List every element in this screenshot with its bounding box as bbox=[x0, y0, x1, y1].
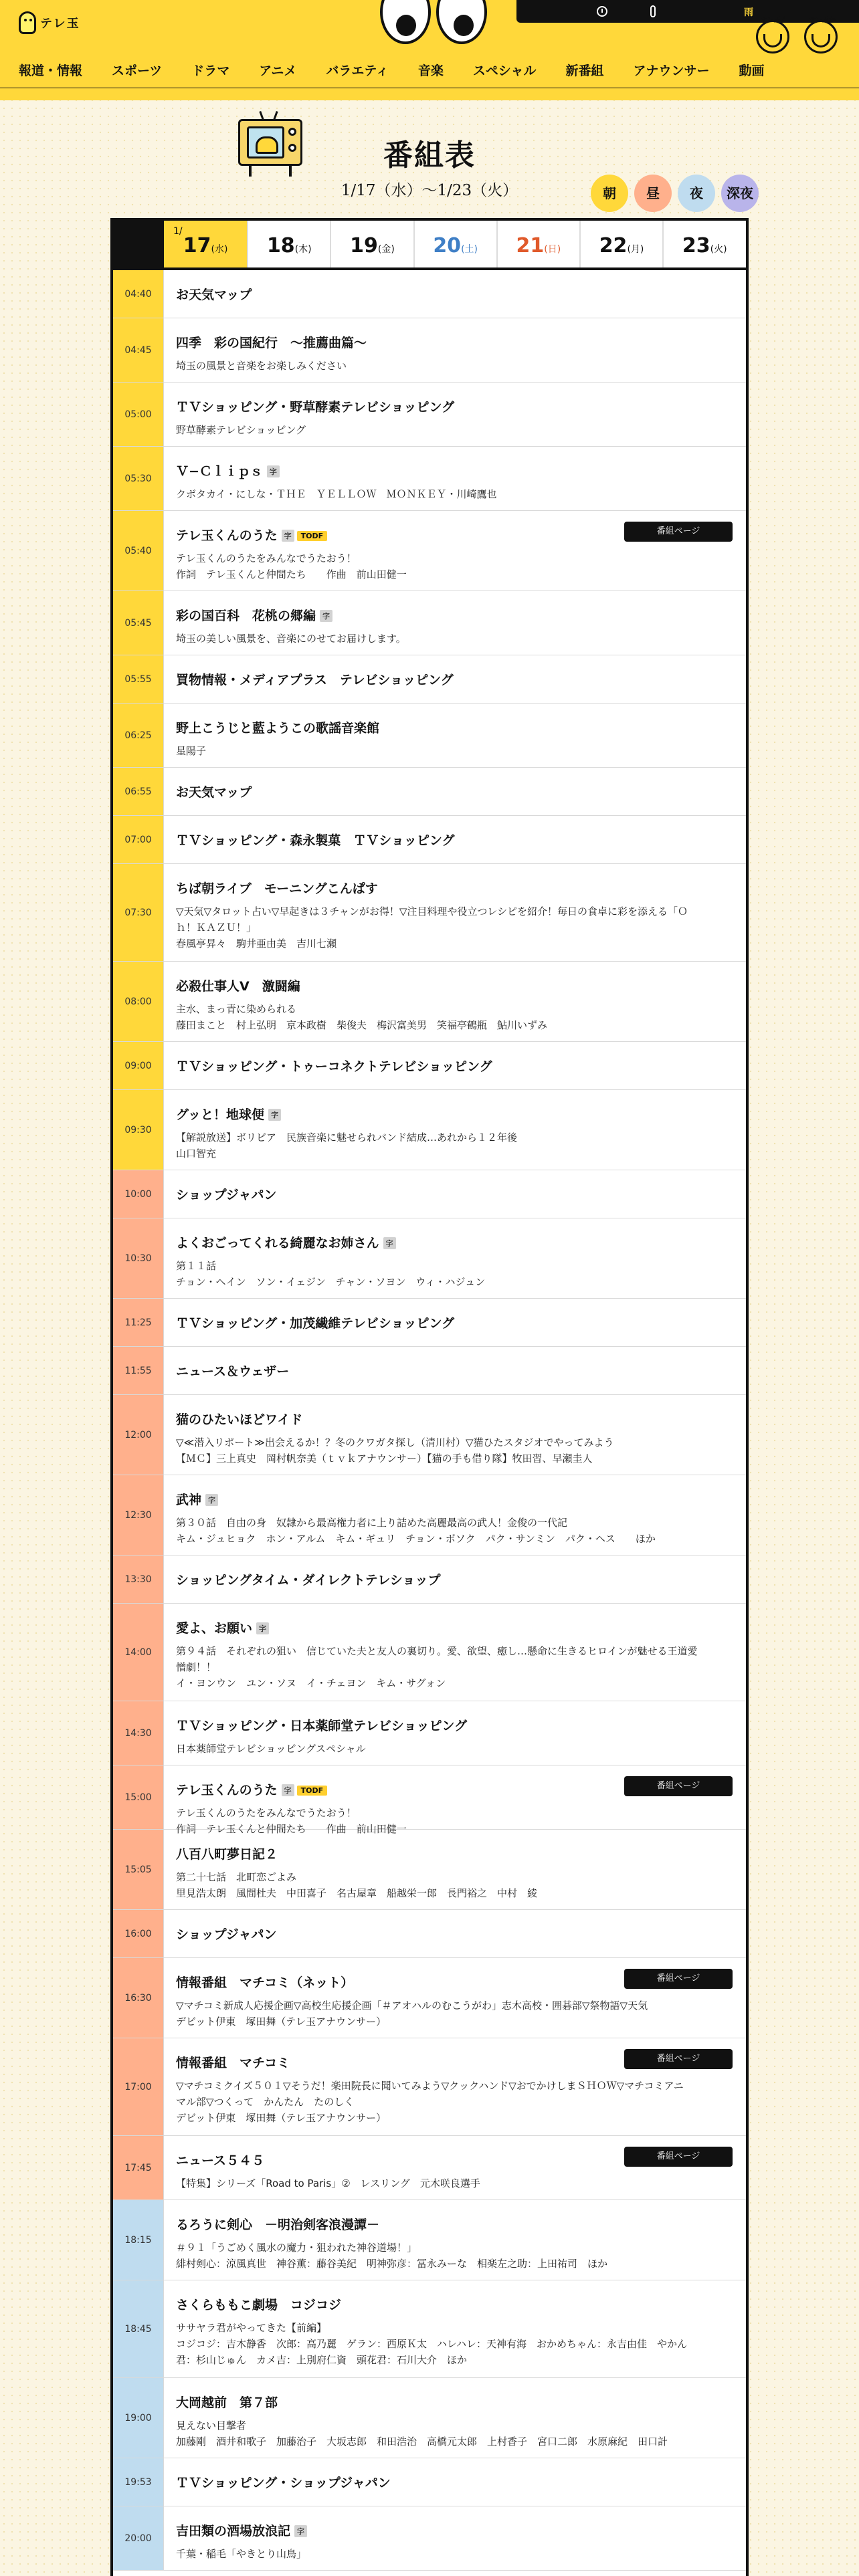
program-info bbox=[164, 2458, 746, 2506]
program-title[interactable] bbox=[176, 1570, 733, 1588]
page-title: 番組表 bbox=[383, 138, 476, 173]
program-detail: 里見浩太朗 風間杜夫 中田喜子 名古屋章 船越栄一郎 長門裕之 中村 綾 bbox=[176, 1887, 538, 1899]
program-detail: 【ＭＣ】三上真史 岡村帆奈美（ｔｖｋアナウンサー）【猫の手も借り隊】牧田習、早瀬圭人 bbox=[176, 1453, 593, 1465]
program-description: 【特集】シリーズ「Road to Paris」② レスリング 元木咲良選手 bbox=[176, 2177, 480, 2189]
program-description: 日本薬師堂テレビショッピングスペシャル bbox=[176, 1743, 366, 1755]
program-description: 主水、まっ青に染められる bbox=[176, 1003, 297, 1015]
program-time: 05:00 bbox=[113, 383, 164, 446]
program-row bbox=[113, 2378, 746, 2458]
program-title[interactable] bbox=[176, 1362, 733, 1380]
nav-videos[interactable]: 動画 bbox=[739, 64, 765, 78]
program-time: 17:45 bbox=[113, 2136, 164, 2199]
day-tab[interactable] bbox=[413, 221, 496, 267]
program-time: 06:55 bbox=[113, 768, 164, 815]
program-row bbox=[113, 1765, 746, 1835]
program-title[interactable] bbox=[176, 831, 733, 849]
program-time: 13:30 bbox=[113, 1555, 164, 1603]
program-title[interactable] bbox=[176, 670, 733, 688]
program-time: 07:30 bbox=[113, 864, 164, 961]
program-info bbox=[164, 864, 746, 961]
program-detail: ｈ！ＫＡＺＵ！」 bbox=[176, 922, 257, 934]
date-range: 1/17（水）〜1/23（火） bbox=[341, 182, 518, 199]
program-info bbox=[164, 1299, 746, 1346]
program-title-text: 愛よ、お願い bbox=[176, 1621, 253, 1636]
day-number: 21 bbox=[516, 234, 545, 257]
day-of-week: (土) bbox=[461, 244, 478, 255]
program-info bbox=[164, 2280, 746, 2377]
program-page-button[interactable]: 番組ページ bbox=[624, 2049, 733, 2069]
program-description: ▽マチコミクイズ５０１▽そうだ！楽田院長に聞いてみよう▽クックハンド▽おでかけしまＳＨＯＷ▽マチコミアニ bbox=[176, 2080, 684, 2092]
program-time: 19:53 bbox=[113, 2458, 164, 2506]
program-row bbox=[113, 2136, 746, 2200]
program-time: 14:00 bbox=[113, 1604, 164, 1701]
character-button-1[interactable]: テレ玉く bbox=[756, 20, 789, 53]
program-page-button[interactable]: 番組ページ bbox=[624, 522, 733, 542]
program-detail: 作詞 テレ玉くんと仲間たち 作曲 前山田健一 bbox=[176, 568, 407, 580]
program-time: 05:30 bbox=[113, 447, 164, 510]
program-time: 04:40 bbox=[113, 270, 164, 318]
program-time: 09:30 bbox=[113, 1090, 164, 1170]
program-title-text: 野上こうじと藍ようこの歌謡音楽館 bbox=[176, 721, 380, 736]
day-of-week: (金) bbox=[377, 244, 395, 255]
program-description: クボタカイ・にしな・ＴＨＥ ＹＥＬＬＯＷ ＭＯＮＫＥＹ・川崎鷹也 bbox=[176, 488, 497, 500]
program-title-text: ニュース５４５ bbox=[176, 2153, 265, 2168]
program-page-button[interactable]: 番組ページ bbox=[624, 1969, 733, 1989]
program-info bbox=[164, 1765, 746, 1835]
program-title-text: 情報番組 マチコミ（ネット） bbox=[176, 1975, 354, 1990]
program-row bbox=[113, 591, 746, 655]
program-schedule bbox=[110, 218, 749, 2576]
subtitle-badge: 字 bbox=[383, 1237, 396, 1249]
program-detail: 憎劇！！ bbox=[176, 1661, 217, 1673]
day-number: 18 bbox=[266, 234, 295, 257]
program-title-text: テレ玉くんのうた bbox=[176, 1783, 278, 1798]
program-row bbox=[113, 962, 746, 1042]
program-title[interactable] bbox=[176, 1313, 733, 1331]
program-info bbox=[164, 447, 746, 510]
program-title[interactable] bbox=[176, 2521, 733, 2539]
day-of-week: (日) bbox=[544, 244, 561, 255]
program-description: 千葉・稲毛「やきとり山鳥」 bbox=[176, 2548, 307, 2560]
program-description: ササヤラ君がやってきた【前編】 bbox=[176, 2322, 327, 2334]
program-description: ▽天気▽タロット占い▽早起きは３チャンがお得！▽注目料理や役立つレシピを紹介！毎日の食卓に彩を添える「Ｏ bbox=[176, 905, 688, 918]
program-title-text: 八百八町夢日記２ bbox=[176, 1847, 278, 1862]
program-info bbox=[164, 1701, 746, 1765]
program-description: テレ玉くんのうたをみんなでうたおう！ bbox=[176, 1807, 357, 1819]
program-page-button[interactable]: 番組ページ bbox=[624, 2147, 733, 2167]
nav-drama[interactable]: ドラマ bbox=[191, 64, 230, 78]
program-time: 18:15 bbox=[113, 2200, 164, 2280]
program-title[interactable] bbox=[176, 1233, 733, 1251]
program-detail: 君：杉山じゅん カメ吉：上別府仁資 頭花君：石川大介 ほか bbox=[176, 2354, 468, 2366]
program-detail: 緋村剣心：涼風真世 神谷薫：藤谷美紀 明神弥彦：冨永みーな 相楽左之助：上田祐司 ほか bbox=[176, 2258, 608, 2270]
program-info bbox=[164, 1218, 746, 1298]
program-time: 05:55 bbox=[113, 655, 164, 703]
program-title-text: 必殺仕事人Ⅴ 激闘編 bbox=[176, 979, 300, 994]
right-eye-icon bbox=[436, 0, 487, 44]
program-detail: 藤田まこと 村上弘明 京本政樹 柴俊夫 梅沢富美男 笑福亭鶴瓶 鮎川いずみ bbox=[176, 1019, 548, 1031]
program-title[interactable] bbox=[176, 1925, 733, 1943]
subtitle-badge: 字 bbox=[320, 610, 332, 622]
program-row bbox=[113, 1170, 746, 1218]
program-time: 16:30 bbox=[113, 1958, 164, 2038]
program-row bbox=[113, 1042, 746, 1090]
thermometer-icon bbox=[650, 5, 656, 17]
time-button-morning[interactable]: 朝 bbox=[591, 175, 628, 212]
program-description: 第１１話 bbox=[176, 1260, 217, 1272]
header-zigzag-edge bbox=[0, 88, 859, 100]
program-info bbox=[164, 1090, 746, 1170]
program-title[interactable] bbox=[176, 1057, 733, 1075]
program-info bbox=[164, 2200, 746, 2280]
program-description: 見えない目撃者 bbox=[176, 2420, 247, 2432]
program-description: 野草酵素テレビショッピング bbox=[176, 424, 306, 436]
program-row bbox=[113, 655, 746, 704]
program-detail: デビット伊東 塚田舞（テレ玉アナウンサー） bbox=[176, 2112, 387, 2124]
program-title[interactable] bbox=[176, 606, 733, 624]
program-title-text: 四季 彩の国紀行 〜推薦曲篇〜 bbox=[176, 336, 367, 350]
day-number: 23 bbox=[682, 234, 710, 257]
program-title-text: テレ玉くんのうた bbox=[176, 528, 278, 543]
program-title-text: 吉田類の酒場放浪記 bbox=[176, 2524, 291, 2539]
program-detail: キム・ジュヒョク ホン・アルム キム・ギュリ チョン・ボソク パク・サンミン パク・ヘス ほか bbox=[176, 1533, 656, 1545]
character-face-icon bbox=[763, 34, 782, 47]
logo-text: テレ玉 bbox=[40, 17, 80, 31]
program-description: ▽≪潜入リポート≫出会えるか！？冬のクワガタ探し（清川村）▽猫ひたスタジオでやってみよう bbox=[176, 1436, 614, 1448]
program-description: 第９４話 それぞれの狙い 信じていた夫と友人の裏切り。愛、欲望、癒し…懸命に生きるヒロインが魅せる王道愛 bbox=[176, 1645, 698, 1657]
program-title-text: ちば朝ライブ モーニングこんぱす bbox=[176, 881, 378, 896]
program-title-text: ＴＶショッピング・森永製菓 ＴＶショッピング bbox=[176, 833, 455, 848]
day-tab[interactable] bbox=[247, 221, 330, 267]
character-face-icon bbox=[812, 34, 830, 47]
left-eye-icon bbox=[380, 0, 431, 44]
program-row bbox=[113, 1604, 746, 1701]
program-time: 09:00 bbox=[113, 1042, 164, 1089]
program-detail: イ・ヨンウン ユン・ソヌ イ・チェヨン キム・サグォン bbox=[176, 1677, 446, 1689]
program-info bbox=[164, 383, 746, 446]
program-row bbox=[113, 447, 746, 511]
program-description: ＃９１「うごめく風水の魔力・狙われた神谷道場！」 bbox=[176, 2242, 417, 2254]
program-title-text: 彩の国百科 花桃の郷編 bbox=[176, 609, 316, 623]
program-time: 14:30 bbox=[113, 1701, 164, 1765]
time-of-day-filter bbox=[591, 175, 759, 212]
program-info bbox=[164, 962, 746, 1041]
program-row bbox=[113, 704, 746, 768]
day-tab[interactable] bbox=[164, 221, 247, 267]
program-page-button[interactable]: 番組ページ bbox=[624, 1776, 733, 1796]
program-info bbox=[164, 1475, 746, 1555]
program-time: 04:45 bbox=[113, 318, 164, 382]
character-button-2[interactable]: テレ玉か bbox=[804, 20, 838, 53]
program-info bbox=[164, 270, 746, 318]
program-title-text: ＴＶショッピング・野草酵素テレビショッピング bbox=[176, 400, 455, 415]
program-info bbox=[164, 768, 746, 815]
program-title[interactable] bbox=[176, 1716, 733, 1734]
nav-special[interactable]: スペシャル bbox=[472, 64, 537, 78]
day-tab[interactable] bbox=[496, 221, 579, 267]
nav-new-programs[interactable]: 新番組 bbox=[565, 64, 604, 78]
program-title[interactable] bbox=[176, 1105, 733, 1123]
program-title[interactable] bbox=[176, 1410, 733, 1428]
day-of-week: (水) bbox=[211, 244, 228, 255]
day-of-week: (月) bbox=[627, 244, 644, 255]
program-row bbox=[113, 383, 746, 447]
program-time: 11:55 bbox=[113, 1347, 164, 1394]
clock-icon bbox=[597, 6, 607, 17]
program-time: 10:30 bbox=[113, 1218, 164, 1298]
program-row bbox=[113, 2038, 746, 2136]
program-title[interactable] bbox=[176, 333, 733, 351]
subtitle-badge: 字 bbox=[268, 1109, 281, 1121]
program-info bbox=[164, 1042, 746, 1089]
program-title[interactable] bbox=[176, 718, 733, 736]
program-title[interactable] bbox=[176, 285, 733, 303]
program-info bbox=[164, 2038, 746, 2135]
main-nav bbox=[13, 59, 765, 83]
weather-icon: 雨 bbox=[744, 7, 753, 18]
program-title[interactable] bbox=[176, 1618, 733, 1636]
program-title-text: 情報番組 マチコミ bbox=[176, 2056, 290, 2070]
program-title[interactable] bbox=[176, 1844, 733, 1862]
program-description: 埼玉の風景と音楽をお楽しみください bbox=[176, 360, 347, 372]
program-time: 07:00 bbox=[113, 816, 164, 863]
program-row bbox=[113, 511, 746, 591]
program-description: 第二十七話 北町恋ごよみ bbox=[176, 1871, 297, 1883]
program-title-text: るろうに剣心 －明治剣客浪漫譚－ bbox=[176, 2218, 380, 2232]
program-description: 星陽子 bbox=[176, 745, 207, 757]
program-row bbox=[113, 1958, 746, 2038]
program-row bbox=[113, 1830, 746, 1910]
subtitle-badge: 字 bbox=[282, 530, 294, 542]
program-detail: デビット伊東 塚田舞（テレ玉アナウンサー） bbox=[176, 2016, 387, 2028]
program-title[interactable] bbox=[176, 879, 733, 897]
program-detail: チョン・ヘイン ソン・イェジン チャン・ソヨン ウィ・ハジュン bbox=[176, 1276, 486, 1288]
program-title[interactable] bbox=[176, 2393, 733, 2411]
program-title[interactable] bbox=[176, 397, 733, 415]
program-title-text: さくらももこ劇場 コジコジ bbox=[176, 2298, 342, 2313]
program-row bbox=[113, 1910, 746, 1958]
program-title-text: ショップジャパン bbox=[176, 1188, 277, 1202]
program-row bbox=[113, 864, 746, 962]
program-title[interactable] bbox=[176, 2215, 733, 2233]
program-title[interactable] bbox=[176, 1490, 733, 1508]
program-title-text: ショッピングタイム・ダイレクトテレショップ bbox=[176, 1573, 441, 1588]
program-info bbox=[164, 511, 746, 591]
tod-badge: TODF bbox=[297, 531, 328, 541]
program-time: 16:00 bbox=[113, 1910, 164, 1957]
program-title[interactable] bbox=[176, 1185, 733, 1203]
subtitle-badge: 字 bbox=[282, 1784, 294, 1796]
program-row bbox=[113, 318, 746, 383]
site-logo[interactable] bbox=[19, 9, 92, 36]
program-title-text: よくおごってくれる綺麗なお姉さん bbox=[176, 1236, 379, 1251]
header-corner bbox=[113, 221, 164, 267]
program-info bbox=[164, 1395, 746, 1475]
day-tab[interactable] bbox=[330, 221, 413, 267]
program-description: 第３０話 自由の身 奴隷から最高権力者に上り詰めた高麗最高の武人！金俊の一代記 bbox=[176, 1517, 568, 1529]
program-time: 12:30 bbox=[113, 1475, 164, 1555]
time-button-night[interactable]: 夜 bbox=[678, 175, 715, 212]
day-tab[interactable] bbox=[662, 221, 745, 267]
program-title-text: ＴＶショッピング・ショップジャパン bbox=[176, 2476, 391, 2490]
nav-variety[interactable]: バラエティ bbox=[326, 64, 389, 78]
day-of-week: (火) bbox=[710, 244, 727, 255]
program-list bbox=[113, 270, 746, 2571]
program-row bbox=[113, 1218, 746, 1299]
program-info bbox=[164, 591, 746, 655]
program-time: 19:00 bbox=[113, 2378, 164, 2458]
program-info bbox=[164, 1347, 746, 1394]
telehama-mascot-icon bbox=[19, 11, 36, 34]
program-time: 20:00 bbox=[113, 2506, 164, 2570]
program-time: 05:40 bbox=[113, 511, 164, 591]
program-row bbox=[113, 816, 746, 864]
program-title[interactable] bbox=[176, 976, 733, 994]
subtitle-badge: 字 bbox=[267, 465, 280, 477]
program-title[interactable] bbox=[176, 461, 733, 479]
program-info bbox=[164, 1910, 746, 1957]
tod-badge: TODF bbox=[297, 1786, 328, 1796]
day-tabs bbox=[113, 221, 746, 270]
program-title[interactable] bbox=[176, 2473, 733, 2491]
program-time: 05:45 bbox=[113, 591, 164, 655]
program-row bbox=[113, 768, 746, 816]
program-detail: マル部▽つくって かんたん たのしく bbox=[176, 2096, 355, 2108]
subtitle-badge: 字 bbox=[205, 1494, 218, 1506]
program-info bbox=[164, 1604, 746, 1701]
program-time: 17:00 bbox=[113, 2038, 164, 2135]
day-of-week: (木) bbox=[294, 244, 312, 255]
day-month: 1/ bbox=[173, 226, 183, 237]
program-description: テレ玉くんのうたをみんなでうたおう！ bbox=[176, 552, 357, 564]
program-title-text: 買物情報・メディアプラス テレビショッピング bbox=[176, 673, 454, 687]
program-title-text: ＴＶショッピング・トゥーコネクトテレビショッピング bbox=[176, 1059, 492, 1074]
program-info bbox=[164, 816, 746, 863]
program-detail: コジコジ：吉木静香 次郎：高乃麗 ゲラン：西原Ｋ太 ハレハレ：天神有海 おかめちゃん：永吉由佳 やかん bbox=[176, 2338, 687, 2350]
program-time: 11:25 bbox=[113, 1299, 164, 1346]
program-title-text: ショップジャパン bbox=[176, 1927, 277, 1942]
program-row bbox=[113, 2280, 746, 2378]
nav-sports[interactable]: スポーツ bbox=[112, 64, 163, 78]
day-number: 19 bbox=[350, 234, 378, 257]
program-title-text: 武神 bbox=[176, 1493, 202, 1507]
mascot-eyes bbox=[380, 0, 487, 53]
subtitle-badge: 字 bbox=[256, 1622, 269, 1634]
time-button-noon[interactable]: 昼 bbox=[634, 175, 672, 212]
program-time: 18:45 bbox=[113, 2280, 164, 2377]
program-title-text: ＴＶショッピング・加茂繊維テレビショッピング bbox=[176, 1316, 455, 1331]
program-description: 【解説放送】ボリビア 民族音楽に魅せられバンド結成…あれから１２年後 bbox=[176, 1132, 518, 1144]
program-time: 10:00 bbox=[113, 1170, 164, 1218]
program-info bbox=[164, 655, 746, 703]
day-number: 17 bbox=[183, 234, 211, 257]
program-info bbox=[164, 1170, 746, 1218]
nav-announcers[interactable]: アナウンサー bbox=[633, 64, 710, 78]
program-title-text: お天気マップ bbox=[176, 288, 252, 302]
program-title-text: Ｖ−Ｃｌｉｐｓ bbox=[176, 464, 263, 479]
program-info bbox=[164, 2506, 746, 2570]
day-tab[interactable] bbox=[579, 221, 662, 267]
program-row bbox=[113, 1555, 746, 1604]
program-title-text: グッと！地球便 bbox=[176, 1107, 265, 1122]
program-description: 埼玉の美しい風景を、音楽にのせてお届けします。 bbox=[176, 633, 406, 645]
time-button-late-night[interactable]: 深夜 bbox=[721, 175, 759, 212]
program-title-text: ＴＶショッピング・日本薬師堂テレビショッピング bbox=[176, 1719, 468, 1733]
program-info bbox=[164, 704, 746, 767]
program-title-text: お天気マップ bbox=[176, 785, 252, 800]
day-number: 20 bbox=[433, 234, 462, 257]
program-row bbox=[113, 270, 746, 318]
program-time: 12:00 bbox=[113, 1395, 164, 1475]
program-row bbox=[113, 2506, 746, 2571]
program-row bbox=[113, 1701, 746, 1765]
program-detail: 作詞 テレ玉くんと仲間たち 作曲 前山田健一 bbox=[176, 1823, 407, 1835]
nav-anime[interactable]: アニメ bbox=[259, 64, 297, 78]
header-nav-bar bbox=[0, 59, 859, 90]
nav-news[interactable]: 報道・情報 bbox=[19, 64, 83, 78]
program-info bbox=[164, 2136, 746, 2199]
program-row bbox=[113, 1299, 746, 1347]
subtitle-badge: 字 bbox=[294, 2525, 307, 2537]
program-row bbox=[113, 1090, 746, 1170]
program-description: ▽マチコミ新成人応援企画▽高校生応援企画「＃アオハルのむこうがわ」志木高校・囲碁部▽祭物語▽天気 bbox=[176, 2000, 648, 2012]
program-info bbox=[164, 318, 746, 382]
program-time: 15:05 bbox=[113, 1830, 164, 1909]
program-info bbox=[164, 1958, 746, 2038]
program-info bbox=[164, 2378, 746, 2458]
program-row bbox=[113, 1347, 746, 1395]
program-title-text: 大岡越前 第７部 bbox=[176, 2395, 278, 2410]
program-detail: 春風亭昇々 駒井亜由美 吉川七瀬 bbox=[176, 938, 337, 950]
program-time: 15:00 bbox=[113, 1765, 164, 1829]
program-title[interactable] bbox=[176, 2295, 733, 2313]
day-number: 22 bbox=[599, 234, 628, 257]
program-info bbox=[164, 1830, 746, 1909]
program-row bbox=[113, 2458, 746, 2506]
program-title-text: 猫のひたいほどワイド bbox=[176, 1412, 303, 1427]
program-title[interactable] bbox=[176, 782, 733, 800]
program-time: 08:00 bbox=[113, 962, 164, 1041]
program-row bbox=[113, 1395, 746, 1475]
program-detail: 加藤剛 酒井和歌子 加藤治子 大坂志郎 和田浩治 高橋元太郎 上村香子 宮口二郎 水原麻紀 田口計 bbox=[176, 2436, 668, 2448]
program-detail: 山口智充 bbox=[176, 1148, 217, 1160]
program-row bbox=[113, 1475, 746, 1555]
program-title-text: ニュース＆ウェザー bbox=[176, 1364, 290, 1379]
tv-mascot-icon bbox=[234, 112, 308, 178]
nav-music[interactable]: 音楽 bbox=[417, 64, 444, 78]
program-row bbox=[113, 2200, 746, 2280]
program-info bbox=[164, 1555, 746, 1603]
program-time: 06:25 bbox=[113, 704, 164, 767]
